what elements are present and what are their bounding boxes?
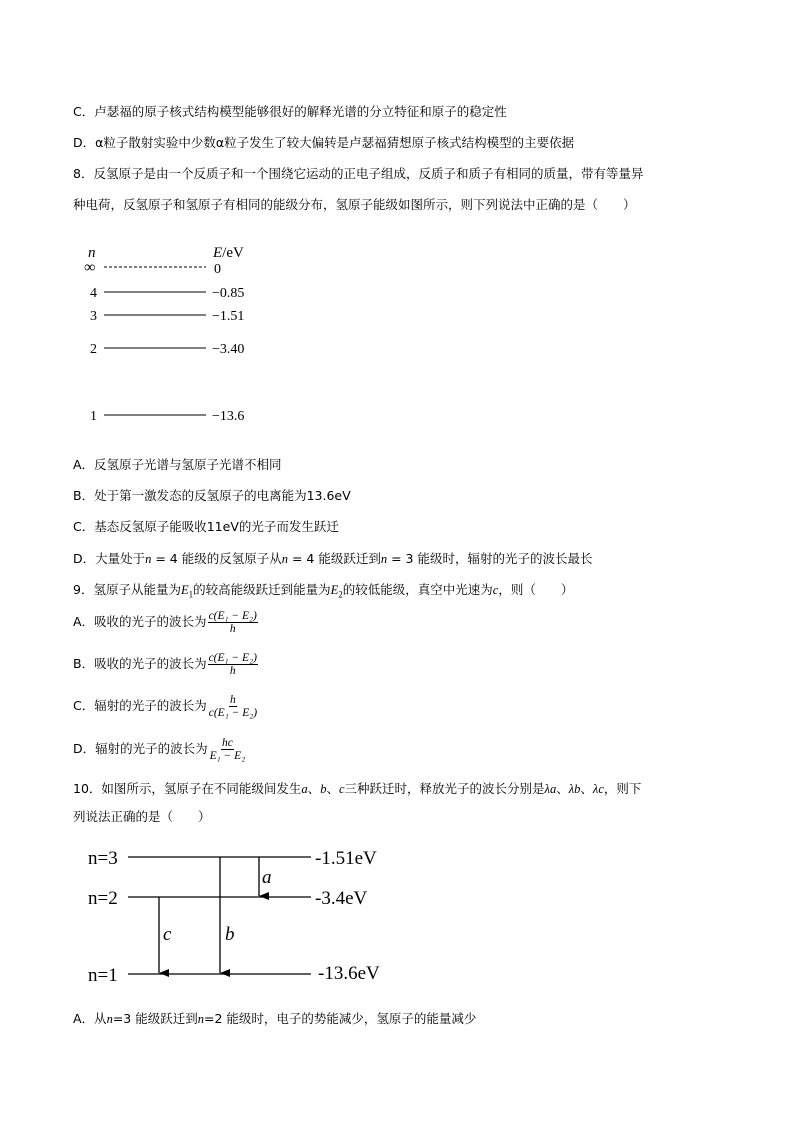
transition-label: c [163, 924, 172, 945]
q9-stem: 9．氢原子从能量为$E_1$的较高能级跃迁到能量为$E_2$的较低能级，真空中光速为c，则（ ） [73, 582, 574, 600]
q8-option-a: A．反氢原子光谱与氢原子光谱不相同 [73, 457, 282, 472]
level-n-label: 2 [90, 342, 97, 357]
transition-a [259, 857, 272, 896]
q8-stem-line1: 8．反氢原子是由一个反质子和一个围绕它运动的正电子组成，反质子和质子有相同的质量，带有等量异 [73, 166, 644, 181]
energy-level-diagram-q10 [85, 838, 415, 988]
fraction: $\frac{hc}{\text{E₁ − E₂}}$ [209, 737, 246, 762]
level-n-label: ∞ [84, 259, 96, 276]
level-n-label: n=3 [88, 848, 118, 869]
q9-option-a: A．吸收的光子的波长为 $\frac{\text{c(E₁ − E₂)}}{h}$ [73, 610, 257, 635]
level-n2 [88, 888, 368, 909]
q10-stem-line2: 列说法正确的是（ ） [73, 809, 211, 824]
transition-b [220, 857, 235, 973]
level-3 [90, 309, 244, 324]
energy-level-diagram-q8 [80, 240, 280, 430]
level-1 [90, 409, 244, 424]
level-energy-label: -3.4eV [315, 888, 368, 909]
level-energy-label: −3.40 [212, 342, 245, 357]
transition-c [159, 897, 172, 973]
transition-label: a [262, 867, 272, 888]
level-energy-label: 0 [214, 262, 221, 277]
level-n-label: 1 [90, 409, 97, 424]
fraction: $\frac{\text{c(E₁ − E₂)}}{h}$ [208, 610, 257, 635]
q9-option-d: D．辐射的光子的波长为 $\frac{hc}{\text{E₁ − E₂}}$ [73, 737, 246, 762]
q8-option-b: B．处于第一激发态的反氢原子的电离能为13.6eV [73, 488, 351, 503]
q8-option-c: C．基态反氢原子能吸收11eV的光子而发生跃迁 [73, 519, 339, 534]
level-energy-label: -13.6eV [318, 963, 380, 984]
level-2 [90, 342, 244, 357]
axis-label-energy: E/eV [213, 245, 244, 261]
level-n3 [88, 848, 377, 869]
level-energy-label: −1.51 [212, 309, 245, 324]
fraction: $\frac{h}{\text{c(E₁ − E₂)}}$ [208, 694, 258, 719]
level-4 [90, 286, 244, 301]
q8-option-d: D．大量处于n = 4 能级的反氢原子从n = 4 能级跃迁到n = 3 能级时，辐射的光子的波长最长 [73, 551, 593, 566]
q9-option-b: B．吸收的光子的波长为 $\frac{\text{c(E₁ − E₂)}}{h}$ [73, 652, 257, 677]
q7-option-c: C．卢瑟福的原子核式结构模型能够很好的解释光谱的分立特征和原子的稳定性 [73, 104, 507, 119]
level-energy-label: −0.85 [212, 286, 245, 301]
transition-label: b [225, 924, 235, 945]
level-n-label: 4 [90, 286, 97, 301]
level-energy-label: −13.6 [212, 409, 245, 424]
level-n-label: n=2 [88, 888, 118, 909]
level-infinity [84, 259, 221, 277]
q10-option-a: A．从n=3 能级跃迁到n=2 能级时，电子的势能减少，氢原子的能量减少 [73, 1011, 477, 1026]
q10-stem-line1: 10．如图所示，氢原子在不同能级间发生a、b、c三种跃迁时，释放光子的波长分别是λa、λb、λc，则下 [73, 781, 642, 796]
q9-option-c: C．辐射的光子的波长为 $\frac{h}{\text{c(E₁ − E₂)}}$ [73, 694, 258, 719]
level-n-label: n=1 [88, 965, 118, 986]
fraction: $\frac{\text{c(E₁ − E₂)}}{h}$ [208, 652, 257, 677]
axis-label-n: n [88, 245, 96, 261]
level-n-label: 3 [90, 309, 97, 324]
q8-stem-line2: 种电荷，反氢原子和氢原子有相同的能级分布，氢原子能级如图所示，则下列说法中正确的是（ ） [73, 197, 636, 212]
level-energy-label: -1.51eV [315, 848, 377, 869]
q7-option-d: D．α粒子散射实验中少数α粒子发生了较大偏转是卢瑟福猜想原子核式结构模型的主要依据 [73, 135, 575, 150]
level-n1 [88, 963, 380, 986]
